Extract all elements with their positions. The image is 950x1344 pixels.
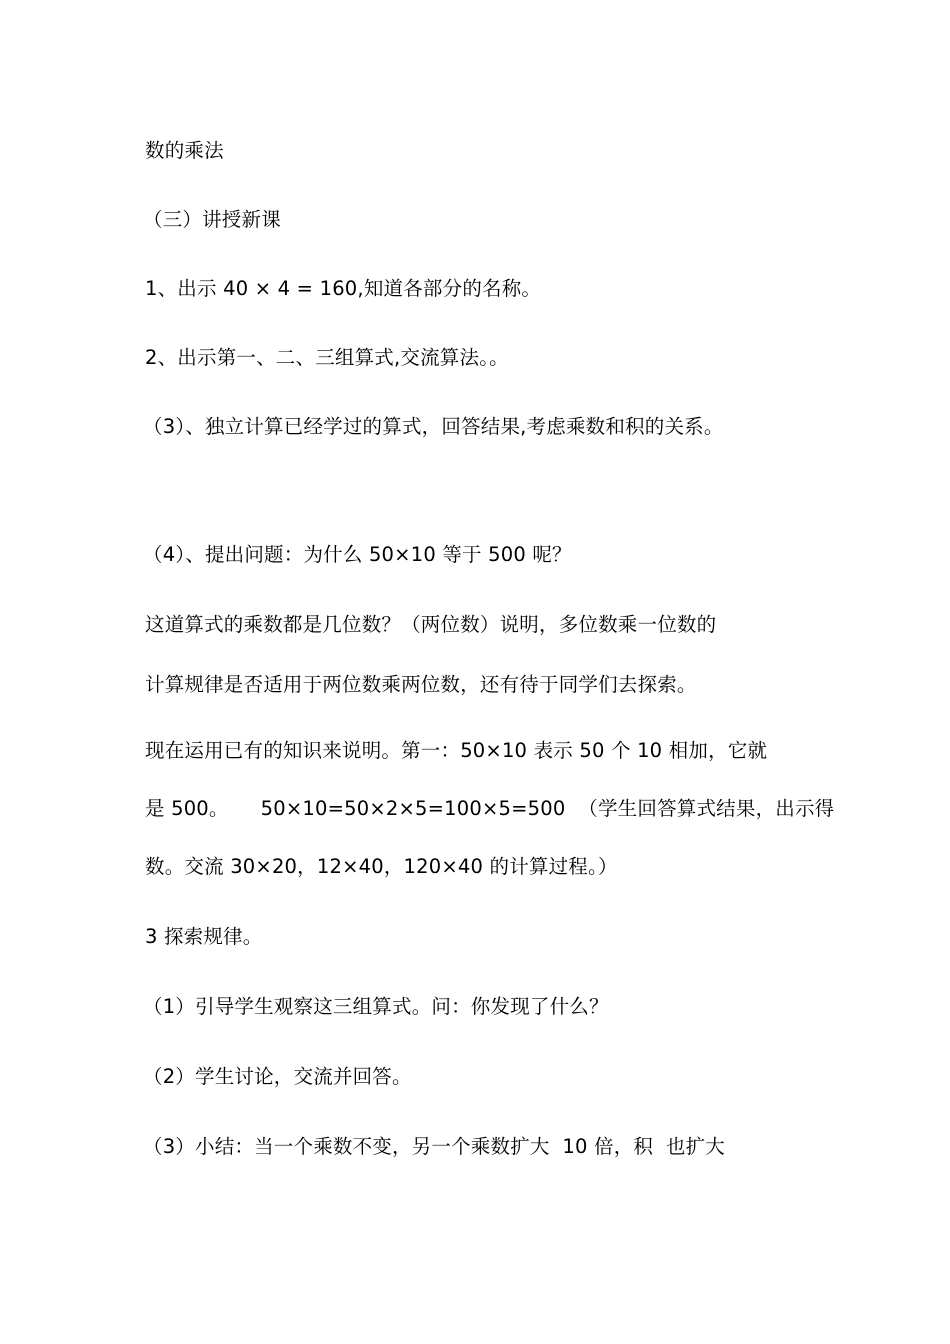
paragraph-line: 这道算式的乘数都是几位数？（两位数）说明，多位数乘一位数的 (145, 613, 717, 636)
list-item: （3）小结：当一个乘数不变，另一个乘数扩大 10 倍，积 也扩大 (143, 1135, 726, 1158)
section-heading: （三）讲授新课 (143, 208, 281, 231)
document-title: 数的乘法 (145, 139, 224, 162)
paragraph-line: 现在运用已有的知识来说明。第一：50×10 表示 50 个 10 相加，它就 (145, 739, 768, 762)
list-item: （1）引导学生观察这三组算式。问：你发现了什么？ (143, 995, 609, 1018)
paragraph-line: （3）、独立计算已经学过的算式，回答结果,考虑乘数和积的关系。 (143, 415, 724, 438)
paragraph-line: （4）、提出问题：为什么 50×10 等于 500 呢？ (143, 543, 572, 566)
paragraph-line: 1、出示 40 × 4 = 160,知道各部分的名称。 (145, 277, 542, 300)
list-item: （2）学生讨论，交流并回答。 (143, 1065, 412, 1088)
paragraph-line: 2、出示第一、二、三组算式,交流算法。。 (145, 346, 509, 369)
paragraph-line: 是 500。 50×10=50×2×5=100×5=500 （学生回答算式结果，出示得 (145, 797, 835, 820)
paragraph-line: 数。交流 30×20，12×40，120×40 的计算过程。） (145, 855, 618, 878)
paragraph-line: 计算规律是否适用于两位数乘两位数，还有待于同学们去探索。 (145, 673, 697, 696)
section-heading: 3 探索规律。 (145, 925, 263, 948)
